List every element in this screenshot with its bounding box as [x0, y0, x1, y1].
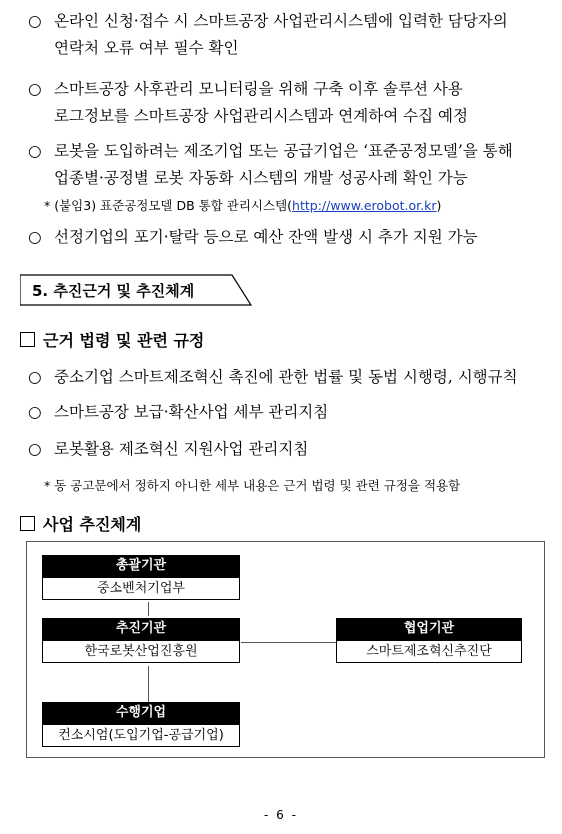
subhead-legal-basis [20, 328, 204, 351]
bullet-line: 선정기업의 포기·탈락 등으로 예산 잔액 발생 시 추가 지원 가능 [54, 228, 478, 246]
bullet-mark: ○ [28, 228, 42, 246]
org-box-promote [42, 618, 240, 663]
bullet-line: 로봇활용 제조혁신 지원사업 관리지침 [54, 440, 309, 458]
bullet-mark: ○ [28, 80, 42, 98]
org-body: 한국로봇산업진흥원 [42, 640, 240, 663]
page-number: - 6 - [264, 808, 298, 822]
org-head: 총괄기관 [42, 555, 240, 577]
org-head: 협업기관 [336, 618, 522, 640]
org-body: 중소벤처기업부 [42, 577, 240, 600]
subhead-title: 사업 추진체계 [43, 515, 142, 534]
note-standard-model-db [44, 196, 441, 214]
org-box-perform [42, 702, 240, 747]
bullet-line: 스마트공장 사후관리 모니터링을 위해 구축 이후 솔루션 사용 [54, 80, 463, 98]
org-head: 추진기관 [42, 618, 240, 640]
bullet-line: 로그정보를 스마트공장 사업관리시스템과 연계하여 수집 예정 [54, 107, 468, 125]
bullet-line: 업종별·공정별 로봇 자동화 시스템의 개발 성공사례 확인 가능 [54, 169, 468, 187]
bullet-mark: ○ [28, 403, 42, 421]
connector-promote-perform [148, 666, 149, 702]
org-box-general [42, 555, 240, 600]
bullet-line: 연락처 오류 여부 필수 확인 [54, 39, 239, 57]
bullet-line: 스마트공장 보급·확산사업 세부 관리지침 [54, 403, 329, 421]
subhead-title: 근거 법령 및 관련 규정 [43, 331, 205, 350]
bullet-line: 중소기업 스마트제조혁신 촉진에 관한 법률 및 동법 시행령, 시행규칙 [54, 368, 518, 386]
org-body: 스마트제조혁신추진단 [336, 640, 522, 663]
bullet-line: 로봇을 도입하려는 제조기업 또는 공급기업은 ‘표준공정모델’을 통해 [54, 142, 513, 160]
section-5-title: 5. 추진근거 및 추진체계 [32, 282, 195, 300]
bullet-mark: ○ [28, 142, 42, 160]
bullet-mark: ○ [28, 12, 42, 30]
bullet-mark: ○ [28, 440, 42, 458]
erobot-link[interactable]: http://www.erobot.or.kr [292, 198, 437, 213]
org-body: 컨소시엄(도입기업-공급기업) [42, 724, 240, 747]
note-prefix: * (붙임3) 표준공정모델 DB 통합 관리시스템( [44, 198, 293, 213]
connector-promote-partner [241, 642, 336, 643]
square-box-icon [20, 332, 35, 347]
bullet-mark: ○ [28, 368, 42, 386]
section-5-header [20, 274, 252, 306]
square-box-icon [20, 516, 35, 531]
org-diagram [26, 541, 545, 758]
org-box-partner [336, 618, 522, 663]
subhead-project-system [20, 512, 141, 535]
bullet-line: 온라인 신청·접수 시 스마트공장 사업관리시스템에 입력한 담당자의 [54, 12, 508, 30]
org-head: 수행기업 [42, 702, 240, 724]
connector-general-promote [148, 602, 149, 616]
note-apply-regulations: * 동 공고문에서 정하지 아니한 세부 내용은 근거 법령 및 관련 규정을 적용함 [44, 478, 461, 493]
note-suffix: ) [436, 198, 442, 213]
